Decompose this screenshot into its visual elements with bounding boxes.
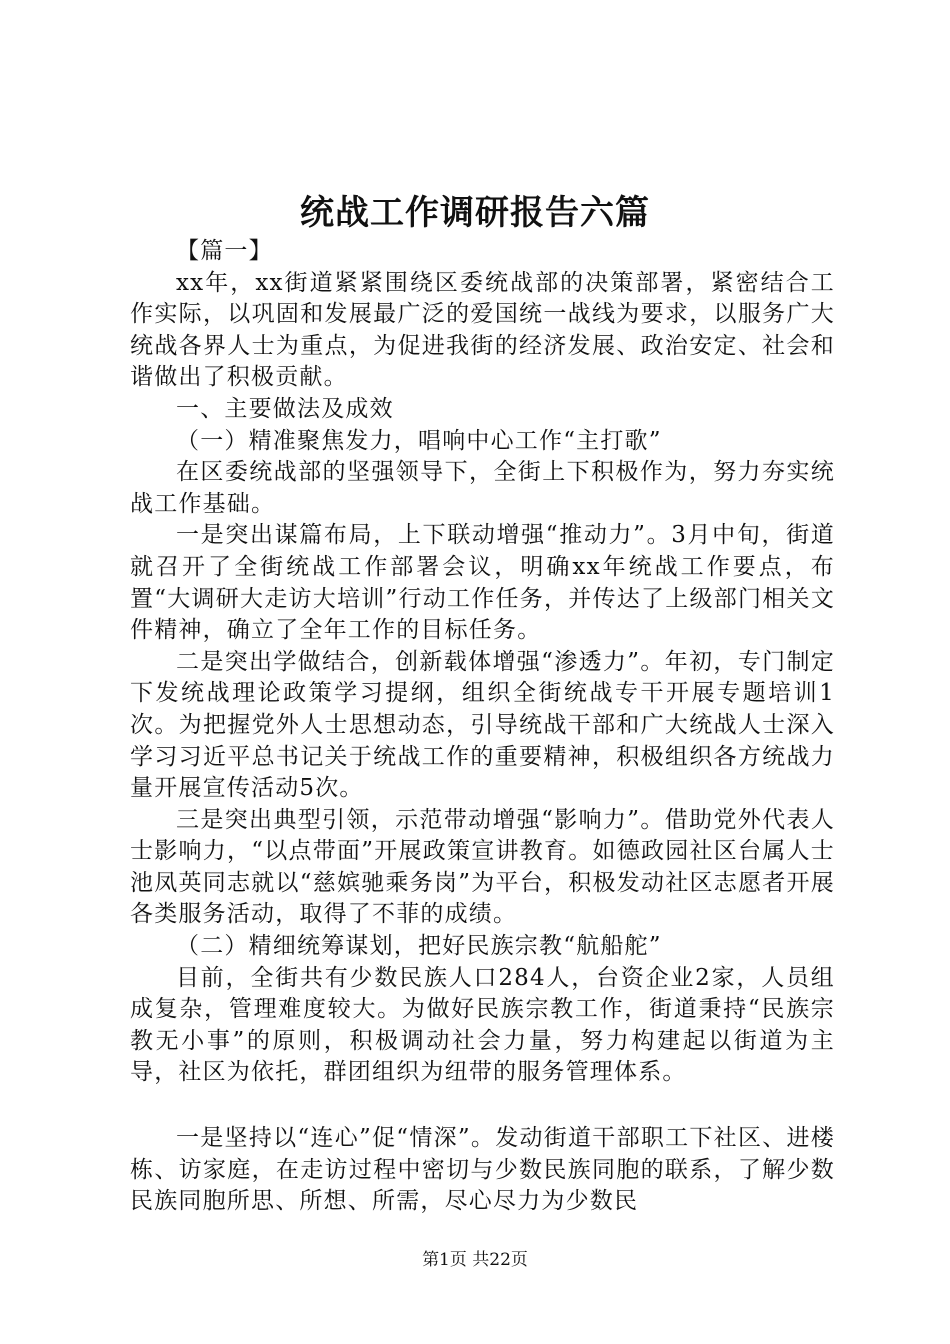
section-label: 【篇一】 <box>176 238 273 264</box>
paragraph: xx年，xx街道紧紧围绕区委统战部的决策部署，紧密结合工作实际，以巩固和发展最广泛的爱国统一战线为要求，以服务广大统战各界人士为重点，为促进我街的经济发展、政治安定、社会和谐做出了积极贡献。 <box>130 269 835 391</box>
paragraph: 一是坚持以“连心”促“情深”。发动街道干部职工下社区、进楼栋、访家庭，在走访过程中密切与少数民族同胞的联系，了解少数民族同胞所思、所想、所需，尽心尽力为少数民 <box>130 1125 835 1215</box>
subsection-heading: （二）精细统筹谋划，把好民族宗教“航船舵” <box>176 933 662 960</box>
paragraph: 在区委统战部的坚强领导下，全街上下积极作为，努力夯实统战工作基础。 <box>130 459 835 517</box>
paragraph-gap <box>130 1089 835 1123</box>
paragraph: 三是突出典型引领，示范带动增强“影响力”。借助党外代表人士影响力，“以点带面”开展政策宣讲教育。如德政园社区台属人士池凤英同志就以“慈嫔驰乘务岗”为平台，积极发动社区志愿者开展各类服务活动，取得了不菲的成绩。 <box>130 806 835 928</box>
page-footer: 第1页 共22页 <box>422 1250 528 1270</box>
document-title: 统战工作调研报告六篇 <box>300 193 650 233</box>
paragraph: 二是突出学做结合，创新载体增强“渗透力”。年初，专门制定下发统战理论政策学习提纲，组织全街统战专干开展专题培训1次。为把握党外人士思想动态，引导统战干部和广大统战人士深入学习习近平总书记关于统战工作的重要精神，积极组织各方统战力量开展宣传活动5次。 <box>130 648 835 802</box>
subsection-heading: （一）精准聚焦发力，唱响中心工作“主打歌” <box>176 427 662 454</box>
section-heading: 一、主要做法及成效 <box>176 395 394 422</box>
document-body <box>130 236 835 1218</box>
paragraph: 目前，全街共有少数民族人口284人，台资企业2家，人员组成复杂，管理难度较大。为做好民族宗教工作，街道秉持“民族宗教无小事”的原则，积极调动社会力量，努力构建起以街道为主导，社区为依托，群团组织为纽带的服务管理体系。 <box>130 964 835 1086</box>
paragraph: 一是突出谋篇布局，上下联动增强“推动力”。3月中旬，街道就召开了全街统战工作部署会议，明确xx年统战工作要点，布置“大调研大走访大培训”行动工作任务，并传达了上级部门相关文件精神，确立了全年工作的目标任务。 <box>130 522 835 644</box>
